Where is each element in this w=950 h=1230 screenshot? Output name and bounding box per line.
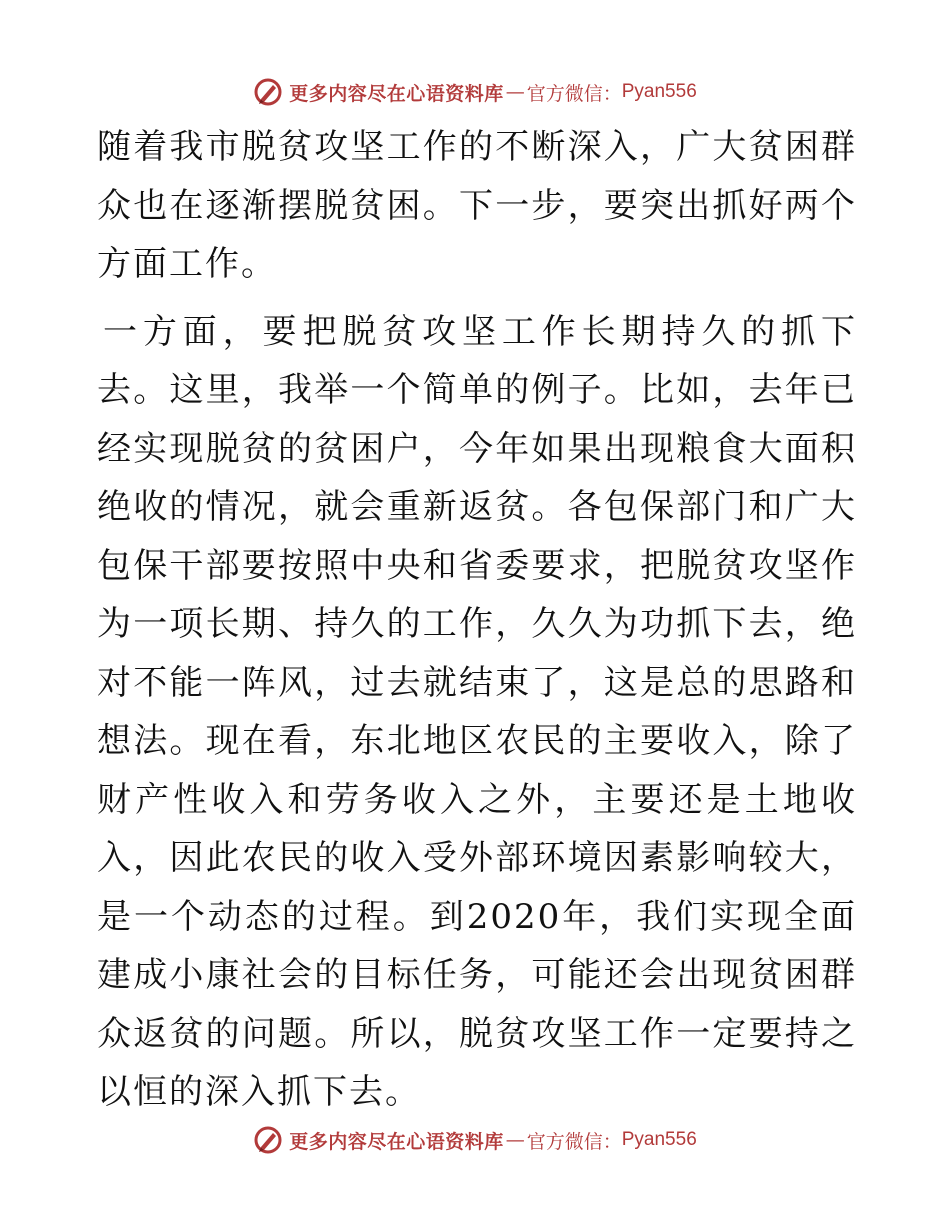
watermark-separator: — [505, 1129, 525, 1151]
pen-circle-logo-icon [253, 77, 283, 107]
watermark-wechat-id: Pyan556 [621, 1129, 697, 1150]
paragraph-2: 一方面，要把脱贫攻坚工作长期持久的抓下去。这里，我举一个简单的例子。比如，去年已经实现脱贫的贫困户，今年如果出现粮食大面积绝收的情况，就会重新返贫。各包保部门和广大包保干部要按照中央和省委要求，把脱贫攻坚作为一项长期、持久的工作，久久为功抓下去，绝对不能一阵风，过去就结束了，这是总的思路和想法。现在看，东北地区农民的主要收入，除了财产性收入和劳务收入之外，主要还是土地收入，因此农民的收入受外部环境因素影响较大，是一个动态的过程。到2020年，我们实现全面建成小康社会的目标任务，可能还会出现贫困群众返贫的问题。所以，脱贫攻坚工作一定要持之以恒的深入抓下去。 [97, 311, 857, 1112]
watermark-site-text: 更多内容尽在心语资料库 [289, 1130, 504, 1153]
document-body [97, 118, 857, 1122]
watermark-wechat-label: 官方微信： [526, 1130, 622, 1153]
watermark-wechat-label: 官方微信： [526, 82, 622, 105]
watermark-separator: — [505, 81, 525, 103]
footer-watermark [0, 1120, 950, 1160]
watermark-wechat-id: Pyan556 [621, 81, 697, 102]
header-watermark [0, 72, 950, 112]
paragraph-1: 随着我市脱贫攻坚工作的不断深入，广大贫困群众也在逐渐摆脱贫困。下一步，要突出抓好两个方面工作。 [97, 127, 857, 284]
pen-circle-logo-icon [253, 1125, 283, 1155]
watermark-site-text: 更多内容尽在心语资料库 [289, 82, 504, 105]
